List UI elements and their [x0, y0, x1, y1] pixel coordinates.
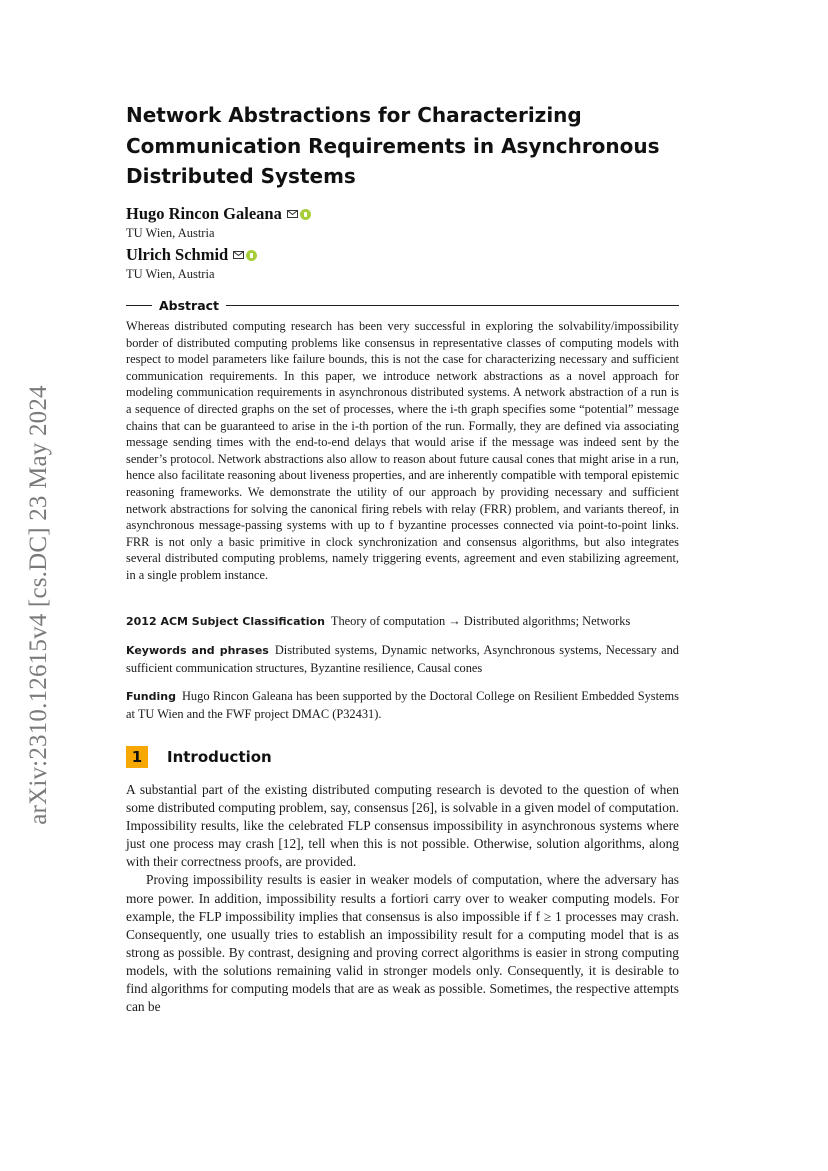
- divider: [126, 305, 152, 306]
- envelope-icon[interactable]: [287, 210, 298, 218]
- abstract-label: Abstract: [159, 297, 220, 313]
- author-name: Ulrich Schmid: [126, 245, 229, 264]
- arxiv-sidebar: [22, 355, 56, 855]
- divider: [226, 305, 679, 306]
- keywords-label: Keywords and phrases: [126, 644, 269, 657]
- author-affiliation: TU Wien, Austria: [126, 267, 215, 281]
- section-body: [126, 781, 679, 1016]
- orcid-icon[interactable]: [246, 250, 257, 261]
- keywords: [126, 642, 679, 676]
- author-block: [126, 245, 257, 282]
- envelope-icon[interactable]: [233, 251, 244, 259]
- orcid-icon[interactable]: [300, 209, 311, 220]
- paragraph: Proving impossibility results is easier in weaker models of computation, where the adversary has more power. In addition, impossibility results a fortiori carry over to weaker computing models. For example, the FLP impossibility implies that consensus is also impossible if f ≥ 1 processes may crash. Consequently, one usually tries to establish an impossibility result for a computing model that is as strong as possible. By contrast, designing and proving correct algorithms is easier in strong computing models, with the solutions remaining valid in stronger models only. Consequently, it is desirable to find algorithms for computing models that are as weak as possible. Sometimes, the respective attempts can be: [126, 872, 679, 1015]
- paper-title: Network Abstractions for Characterizing Communication Requirements in Asynchronous Distributed Systems: [126, 103, 660, 188]
- author-name: Hugo Rincon Galeana: [126, 204, 282, 223]
- author-block: [126, 204, 311, 241]
- funding-text: Hugo Rincon Galeana has been supported by the Doctoral College on Resilient Embedded Systems at TU Wien and the FWF project DMAC (P32431).: [126, 689, 679, 721]
- author-affiliation: TU Wien, Austria: [126, 226, 215, 240]
- abstract-text: Whereas distributed computing research has been very successful in exploring the solvability/impossibility border of distributed computing problems like consensus in representative classes of computing models with respect to model parameters like failure bounds, this is not the case for characterizing necessary and sufficient communication requirements. In this paper, we introduce network abstractions as a novel approach for modeling communication requirements in asynchronous distributed systems. A network abstraction of a run is a sequence of directed graphs on the set of processes, where the i-th graph specifies some “potential” message chains that can be guaranteed to arise in the i-th portion of the run. Formally, they are defined via associating message sending times with the end-to-end delays that would arise if the message was indeed sent by the sender’s protocol. Network abstractions also allow to reason about future causal cones that might arise in a run, hence also facilitate reasoning about liveness properties, and are inherently compatible with temporal epistemic reasoning frameworks. We demonstrate the utility of our approach by providing necessary and sufficient network abstractions for solving the canonical firing rebels with relay (FRR) problem, and variants thereof, in asynchronous message-passing systems with up to f byzantine processes connected via point-to-point links. FRR is not only a basic primitive in clock synchronization and consensus algorithms, but also integrates several distributed computing problems, namely triggering events, agreement and even stabilizing agreement, in a single problem instance.: [126, 319, 679, 582]
- arxiv-identifier: arXiv:2310.12615v4 [cs.DC] 23 May 2024: [25, 385, 52, 825]
- funding: [126, 688, 679, 722]
- paragraph: A substantial part of the existing distributed computing research is devoted to the question of when some distributed computing problem, say, consensus [26], is solvable in a given model of computation. Impossibility results, like the celebrated FLP consensus impossibility in asynchronous systems where just one process may crash [12], tell when this is not possible. Otherwise, solution algorithms, along with their correctness proofs, are provided.: [126, 782, 679, 870]
- funding-label: Funding: [126, 690, 176, 703]
- acm-text: Theory of computation → Distributed algorithms; Networks: [330, 614, 631, 628]
- acm-classification: [126, 613, 679, 631]
- keywords-text: Distributed systems, Dynamic networks, Asynchronous systems, Necessary and sufficient communication structures, Byzantine resilience, Causal cones: [126, 643, 679, 675]
- abstract-heading: [126, 297, 679, 313]
- section-heading: [126, 746, 272, 768]
- section-number: 1: [126, 746, 148, 768]
- section-title: Introduction: [167, 748, 272, 766]
- acm-label: 2012 ACM Subject Classification: [126, 615, 325, 628]
